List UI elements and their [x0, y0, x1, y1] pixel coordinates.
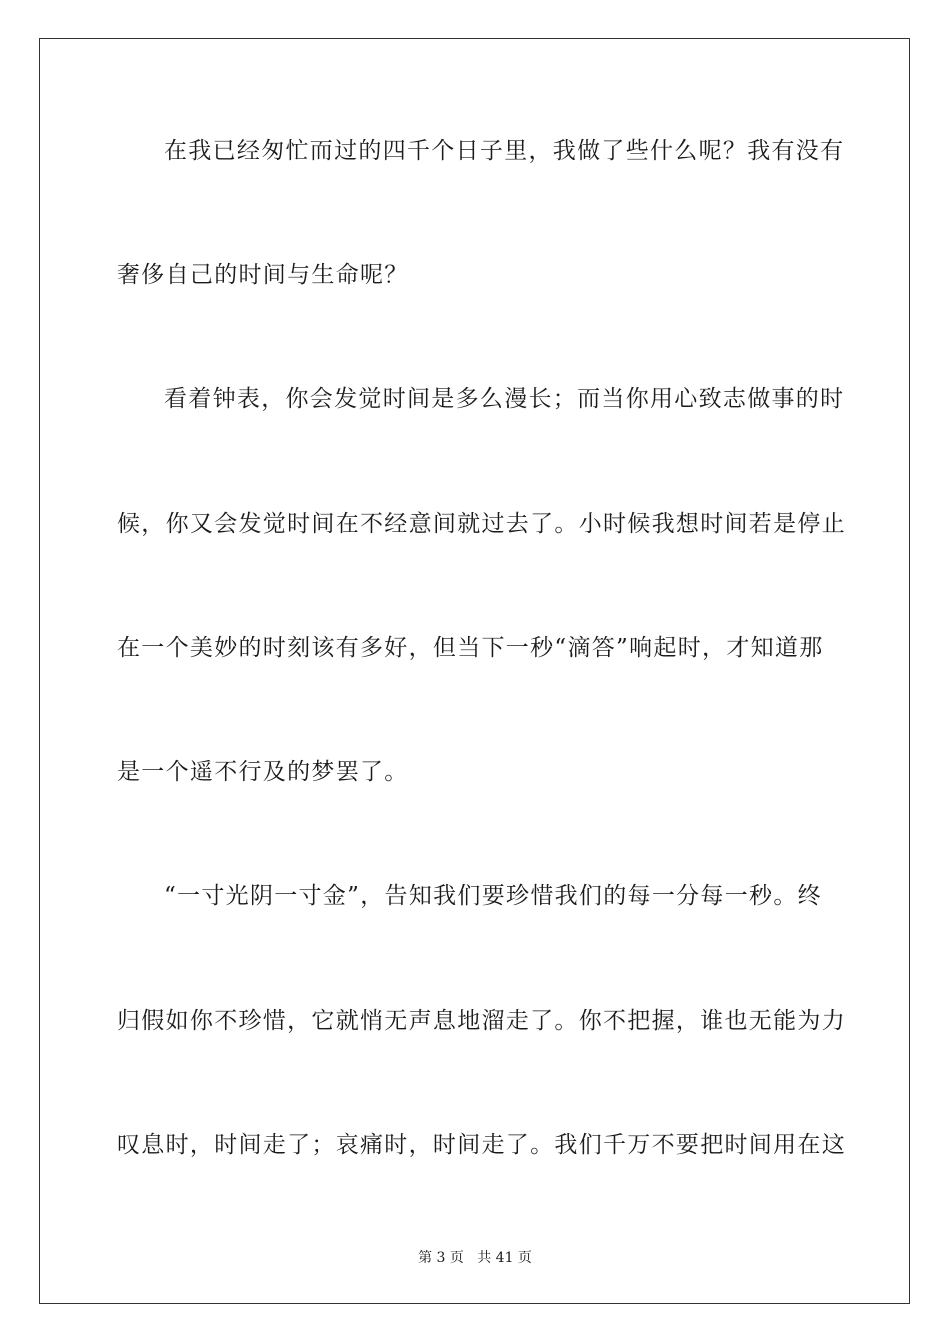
page-border — [39, 38, 910, 1304]
paragraph-3-line-2: 归假如你不珍惜，它就悄无声息地溜走了。你不把握，谁也无能为力 — [117, 1008, 846, 1034]
paragraph-2-line-3: 在一个美妙的时刻该有多好，但当下一秒“滴答”响起时，才知道那 — [117, 635, 824, 661]
paragraph-2-line-2: 候，你又会发觉时间在不经意间就过去了。小时候我想时间若是停止 — [117, 511, 846, 537]
page-number-footer: 第 3 页 共 41 页 — [418, 1250, 532, 1266]
paragraph-3-line-3: 叹息时，时间走了；哀痛时，时间走了。我们千万不要把时间用在这 — [117, 1132, 846, 1158]
paragraph-2-line-4: 是一个遥不行及的梦罢了。 — [117, 759, 409, 785]
paragraph-3-line-1: “一寸光阴一寸金”，告知我们要珍惜我们的每一分每一秒。终 — [164, 883, 822, 909]
paragraph-2-line-1: 看着钟表，你会发觉时间是多么漫长；而当你用心致志做事的时 — [164, 386, 845, 412]
paragraph-1-line-1: 在我已经匆忙而过的四千个日子里，我做了些什么呢？我有没有 — [164, 138, 845, 164]
paragraph-1-line-2: 奢侈自己的时间与生命呢？ — [117, 262, 409, 288]
